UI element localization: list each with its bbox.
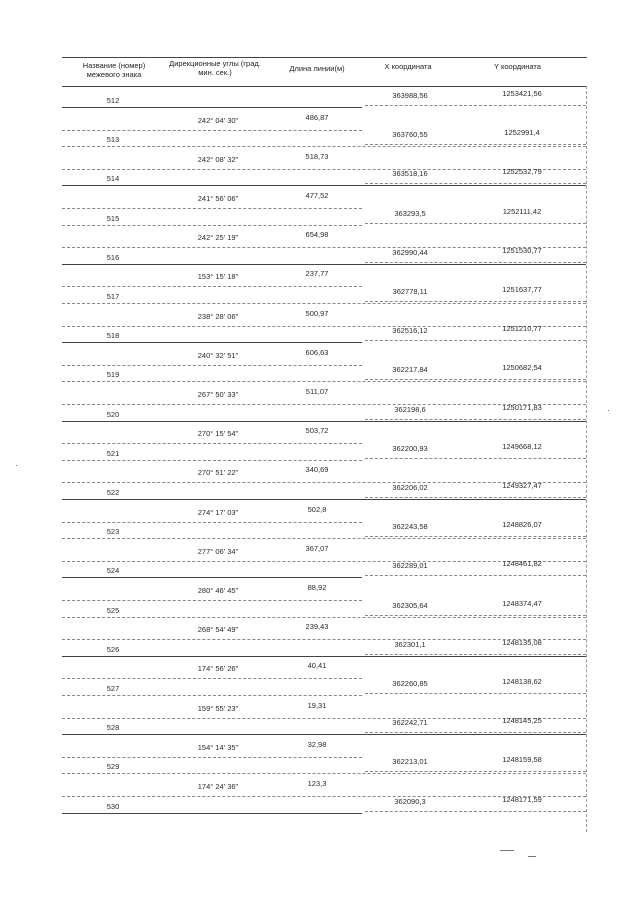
point-name: 529 [106, 762, 120, 772]
point-name: 527 [106, 684, 120, 693]
line-length: 477,52 [305, 191, 329, 200]
x-coordinate: 362090,3 [394, 796, 426, 806]
point-name: 519 [106, 370, 120, 380]
x-coordinate: 363293,5 [394, 208, 426, 218]
x-coordinate: 362990,44 [392, 247, 428, 257]
coord-rule [365, 654, 586, 655]
direction-angle: 174° 56' 26" [197, 664, 239, 674]
line-length: 511,07 [305, 387, 329, 396]
direction-angle: 277° 06' 34" [197, 546, 239, 556]
line-length: 40,41 [307, 661, 327, 671]
line-length: 123,3 [307, 779, 327, 788]
row-rule [62, 773, 586, 774]
y-coordinate: 1249668,12 [502, 441, 542, 451]
point-name: 518 [106, 331, 120, 341]
row-rule [62, 460, 362, 461]
coord-rule [365, 379, 586, 380]
coord-rule [365, 144, 586, 145]
x-coordinate: 362217,84 [392, 365, 428, 375]
row-rule [62, 381, 586, 382]
line-length: 237,77 [305, 269, 329, 279]
point-name: 530 [106, 801, 120, 811]
row-rule [62, 264, 586, 265]
row-rule [62, 695, 362, 696]
direction-angle: 274° 17' 03" [197, 507, 239, 517]
x-coordinate: 362198,6 [394, 404, 426, 414]
x-coordinate: 362778,11 [392, 287, 428, 296]
y-coordinate: 1248171,59 [502, 794, 542, 804]
row-rule [62, 617, 586, 618]
point-name: 512 [106, 96, 120, 105]
coord-rule [365, 771, 586, 772]
row-rule [62, 107, 362, 108]
segment-rule [62, 600, 362, 601]
segment-rule [62, 130, 362, 131]
point-name: 523 [106, 527, 120, 537]
x-coordinate: 362305,64 [392, 600, 428, 610]
coord-rule [365, 615, 586, 616]
direction-angle: 270° 51' 22" [197, 468, 239, 478]
coord-rule [365, 811, 586, 812]
y-coordinate: 1248461,82 [502, 559, 542, 569]
header-name: Название (номер) межевого знака [82, 61, 146, 79]
coord-rule [365, 575, 586, 576]
point-name: 524 [106, 566, 120, 576]
direction-angle: 242° 08' 32" [197, 154, 239, 164]
y-coordinate: 1251530,77 [502, 245, 542, 255]
coord-rule [365, 419, 586, 420]
line-length: 239,43 [305, 622, 329, 632]
scan-speck [16, 465, 17, 466]
point-name: 521 [106, 448, 120, 458]
right-table-edge [586, 86, 587, 832]
point-name: 517 [106, 292, 120, 301]
x-coordinate: 362260,85 [392, 679, 428, 688]
header-angles: Дирекционные углы (град. мин. сек.) [169, 59, 261, 77]
row-rule [62, 499, 586, 500]
line-length: 654,98 [305, 230, 329, 240]
y-coordinate: 1250171,83 [502, 402, 542, 412]
direction-angle: 240° 32' 51" [197, 350, 239, 360]
point-name: 515 [106, 213, 120, 223]
header-y: Y координата [494, 62, 541, 71]
y-coordinate: 1252991,4 [504, 128, 540, 138]
direction-angle: 270° 15' 54" [197, 429, 239, 439]
x-coordinate: 362213,01 [392, 757, 428, 767]
scan-speck [528, 856, 536, 857]
y-coordinate: 1248145,25 [502, 716, 542, 726]
row-rule [62, 734, 586, 735]
coord-rule [365, 458, 586, 459]
row-rule [62, 421, 586, 422]
point-name: 514 [106, 174, 120, 184]
y-coordinate: 1251637,77 [502, 285, 542, 294]
direction-angle: 267° 50' 33" [197, 390, 239, 399]
direction-angle: 153° 15' 18" [197, 272, 239, 282]
coord-rule [365, 732, 586, 733]
direction-angle: 242° 04' 30" [197, 115, 239, 125]
coord-rule [365, 497, 586, 498]
y-coordinate: 1249327,47 [502, 481, 542, 490]
header-top-rule [62, 57, 587, 58]
scan-speck [500, 850, 514, 851]
row-rule [62, 577, 362, 578]
x-coordinate: 362200,93 [392, 443, 428, 453]
point-name: 513 [106, 135, 120, 145]
point-name: 516 [106, 252, 120, 262]
row-rule [62, 303, 586, 304]
line-length: 88,92 [307, 583, 327, 592]
coord-rule [365, 105, 586, 106]
coord-rule [365, 223, 586, 224]
segment-rule [62, 678, 362, 679]
point-name: 528 [106, 723, 120, 733]
x-coordinate: 363760,55 [392, 130, 428, 140]
line-length: 502,8 [307, 504, 327, 514]
direction-angle: 280° 46' 45" [197, 586, 239, 595]
direction-angle: 154° 14' 35" [197, 742, 239, 752]
x-coordinate: 363988,56 [392, 91, 428, 100]
row-rule [62, 146, 586, 147]
segment-rule [62, 757, 362, 758]
x-coordinate: 362301,1 [394, 639, 426, 649]
row-rule [62, 813, 362, 814]
x-coordinate: 362242,71 [392, 718, 428, 728]
line-length: 367,07 [305, 543, 329, 553]
line-length: 500,97 [305, 308, 329, 318]
coord-rule [365, 301, 586, 302]
y-coordinate: 1251210,77 [502, 324, 542, 334]
y-coordinate: 1250682,54 [502, 363, 542, 373]
y-coordinate: 1248159,58 [502, 755, 542, 765]
coord-rule [365, 183, 586, 184]
row-rule [62, 185, 586, 186]
x-coordinate: 362206,02 [392, 483, 428, 492]
line-length: 486,87 [305, 112, 329, 122]
point-name: 525 [106, 605, 120, 615]
line-length: 340,69 [305, 465, 329, 475]
segment-rule [62, 208, 362, 209]
direction-angle: 268° 54' 49" [197, 625, 239, 635]
y-coordinate: 1248374,47 [502, 598, 542, 608]
header-length: Длина линии(м) [289, 64, 345, 73]
x-coordinate: 362289,01 [392, 561, 428, 571]
y-coordinate: 1248826,07 [502, 520, 542, 530]
coord-rule [365, 693, 586, 694]
line-length: 32,98 [307, 739, 327, 749]
coord-rule [365, 262, 586, 263]
direction-angle: 159° 55' 23" [197, 703, 239, 713]
point-name: 520 [106, 409, 120, 419]
row-rule [62, 342, 362, 343]
header-bottom-rule [62, 86, 587, 87]
direction-angle: 238° 28' 06" [197, 311, 239, 321]
row-rule [62, 656, 586, 657]
y-coordinate: 1248135,08 [502, 637, 542, 647]
line-length: 518,73 [305, 151, 329, 161]
segment-rule [62, 443, 362, 444]
header-x: X координата [384, 62, 432, 71]
y-coordinate: 1252111,42 [502, 206, 542, 216]
point-name: 526 [106, 644, 120, 654]
x-coordinate: 362516,12 [392, 326, 428, 336]
line-length: 19,31 [307, 700, 327, 710]
row-rule [62, 225, 362, 226]
point-name: 522 [106, 488, 120, 497]
direction-angle: 174° 24' 36" [197, 782, 239, 791]
direction-angle: 241° 56' 06" [197, 194, 239, 203]
scan-speck [608, 410, 609, 411]
segment-rule [62, 365, 362, 366]
direction-angle: 242° 25' 19" [197, 233, 239, 243]
row-rule [62, 538, 586, 539]
y-coordinate: 1252532,79 [502, 167, 542, 177]
coord-rule [365, 340, 586, 341]
line-length: 503,72 [305, 426, 329, 436]
x-coordinate: 362243,58 [392, 522, 428, 532]
segment-rule [62, 522, 362, 523]
coord-rule [365, 536, 586, 537]
y-coordinate: 1248138,62 [502, 677, 542, 686]
y-coordinate: 1253421,56 [502, 89, 542, 98]
line-length: 606,63 [305, 347, 329, 357]
x-coordinate: 363518,16 [392, 169, 428, 179]
segment-rule [62, 286, 362, 287]
